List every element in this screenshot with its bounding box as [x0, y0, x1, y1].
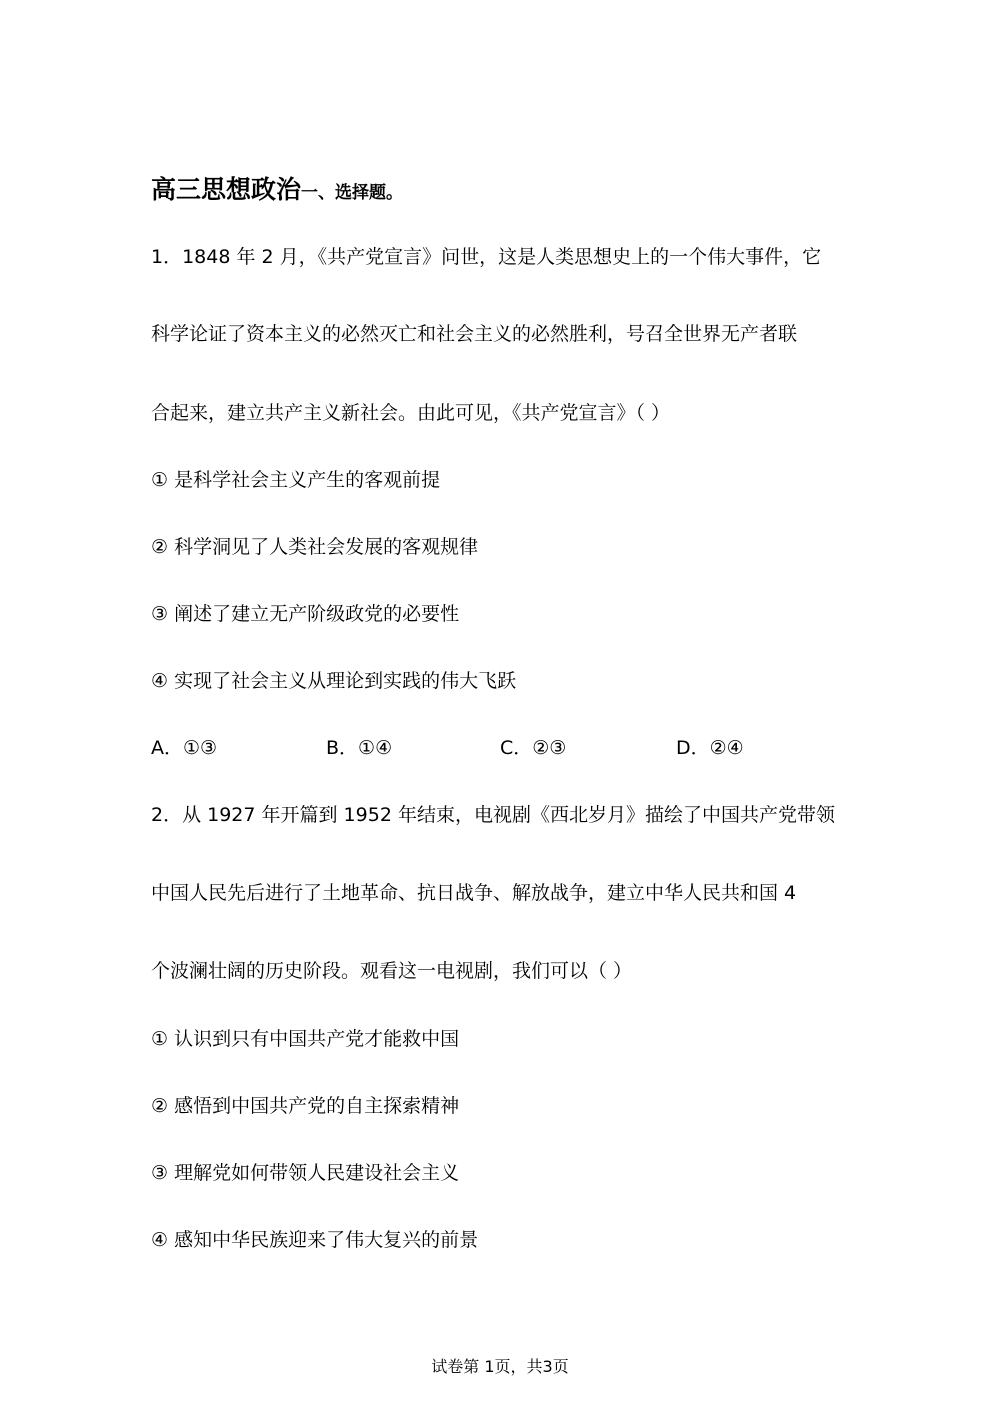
page-footer: 试卷第 1页，共3页: [431, 1357, 569, 1376]
question-1-statement-3: ③ 阐述了建立无产阶级政党的必要性: [151, 603, 460, 625]
question-1-line-3: 合起来，建立共产主义新社会。由此可见，《共产党宣言》（ ）: [151, 402, 671, 424]
section-heading: 一、选择题。: [301, 183, 404, 203]
question-2-statement-1: ① 认识到只有中国共产党才能救中国: [151, 1028, 460, 1050]
question-2-line-3: 个波澜壮阔的历史阶段。观看这一电视剧，我们可以（ ）: [151, 960, 633, 982]
question-1-statement-4: ④ 实现了社会主义从理论到实践的伟大飞跃: [151, 670, 517, 692]
question-2-line-1: 2．从 1927 年开篇到 1952 年结束，电视剧《西北岁月》描绘了中国共产党带领: [151, 804, 835, 826]
question-2-line-2: 中国人民先后进行了土地革命、抗日战争、解放战争，建立中华人民共和国 4: [151, 882, 797, 904]
question-1-statement-2: ② 科学洞见了人类社会发展的客观规律: [151, 536, 479, 558]
question-1-line-2: 科学论证了资本主义的必然灭亡和社会主义的必然胜利，号召全世界无产者联: [151, 323, 798, 345]
question-1-statement-1: ① 是科学社会主义产生的客观前提: [151, 469, 441, 491]
question-2-statement-2: ② 感悟到中国共产党的自主探索精神: [151, 1095, 460, 1117]
question-2-statement-4: ④ 感知中华民族迎来了伟大复兴的前景: [151, 1229, 479, 1251]
document-title: [151, 170, 403, 206]
question-1-choice-b: B．①④: [326, 737, 393, 759]
question-1-choice-a: A．①③: [151, 737, 218, 759]
subject-title: 高三思想政治: [151, 175, 302, 204]
question-1-choice-d: D．②④: [676, 737, 744, 759]
question-1-line-1: 1．1848 年 2 月，《共产党宣言》问世，这是人类思想史上的一个伟大事件，它: [151, 246, 822, 268]
question-2-statement-3: ③ 理解党如何带领人民建设社会主义: [151, 1162, 460, 1184]
question-1-choice-c: C．②③: [500, 737, 567, 759]
